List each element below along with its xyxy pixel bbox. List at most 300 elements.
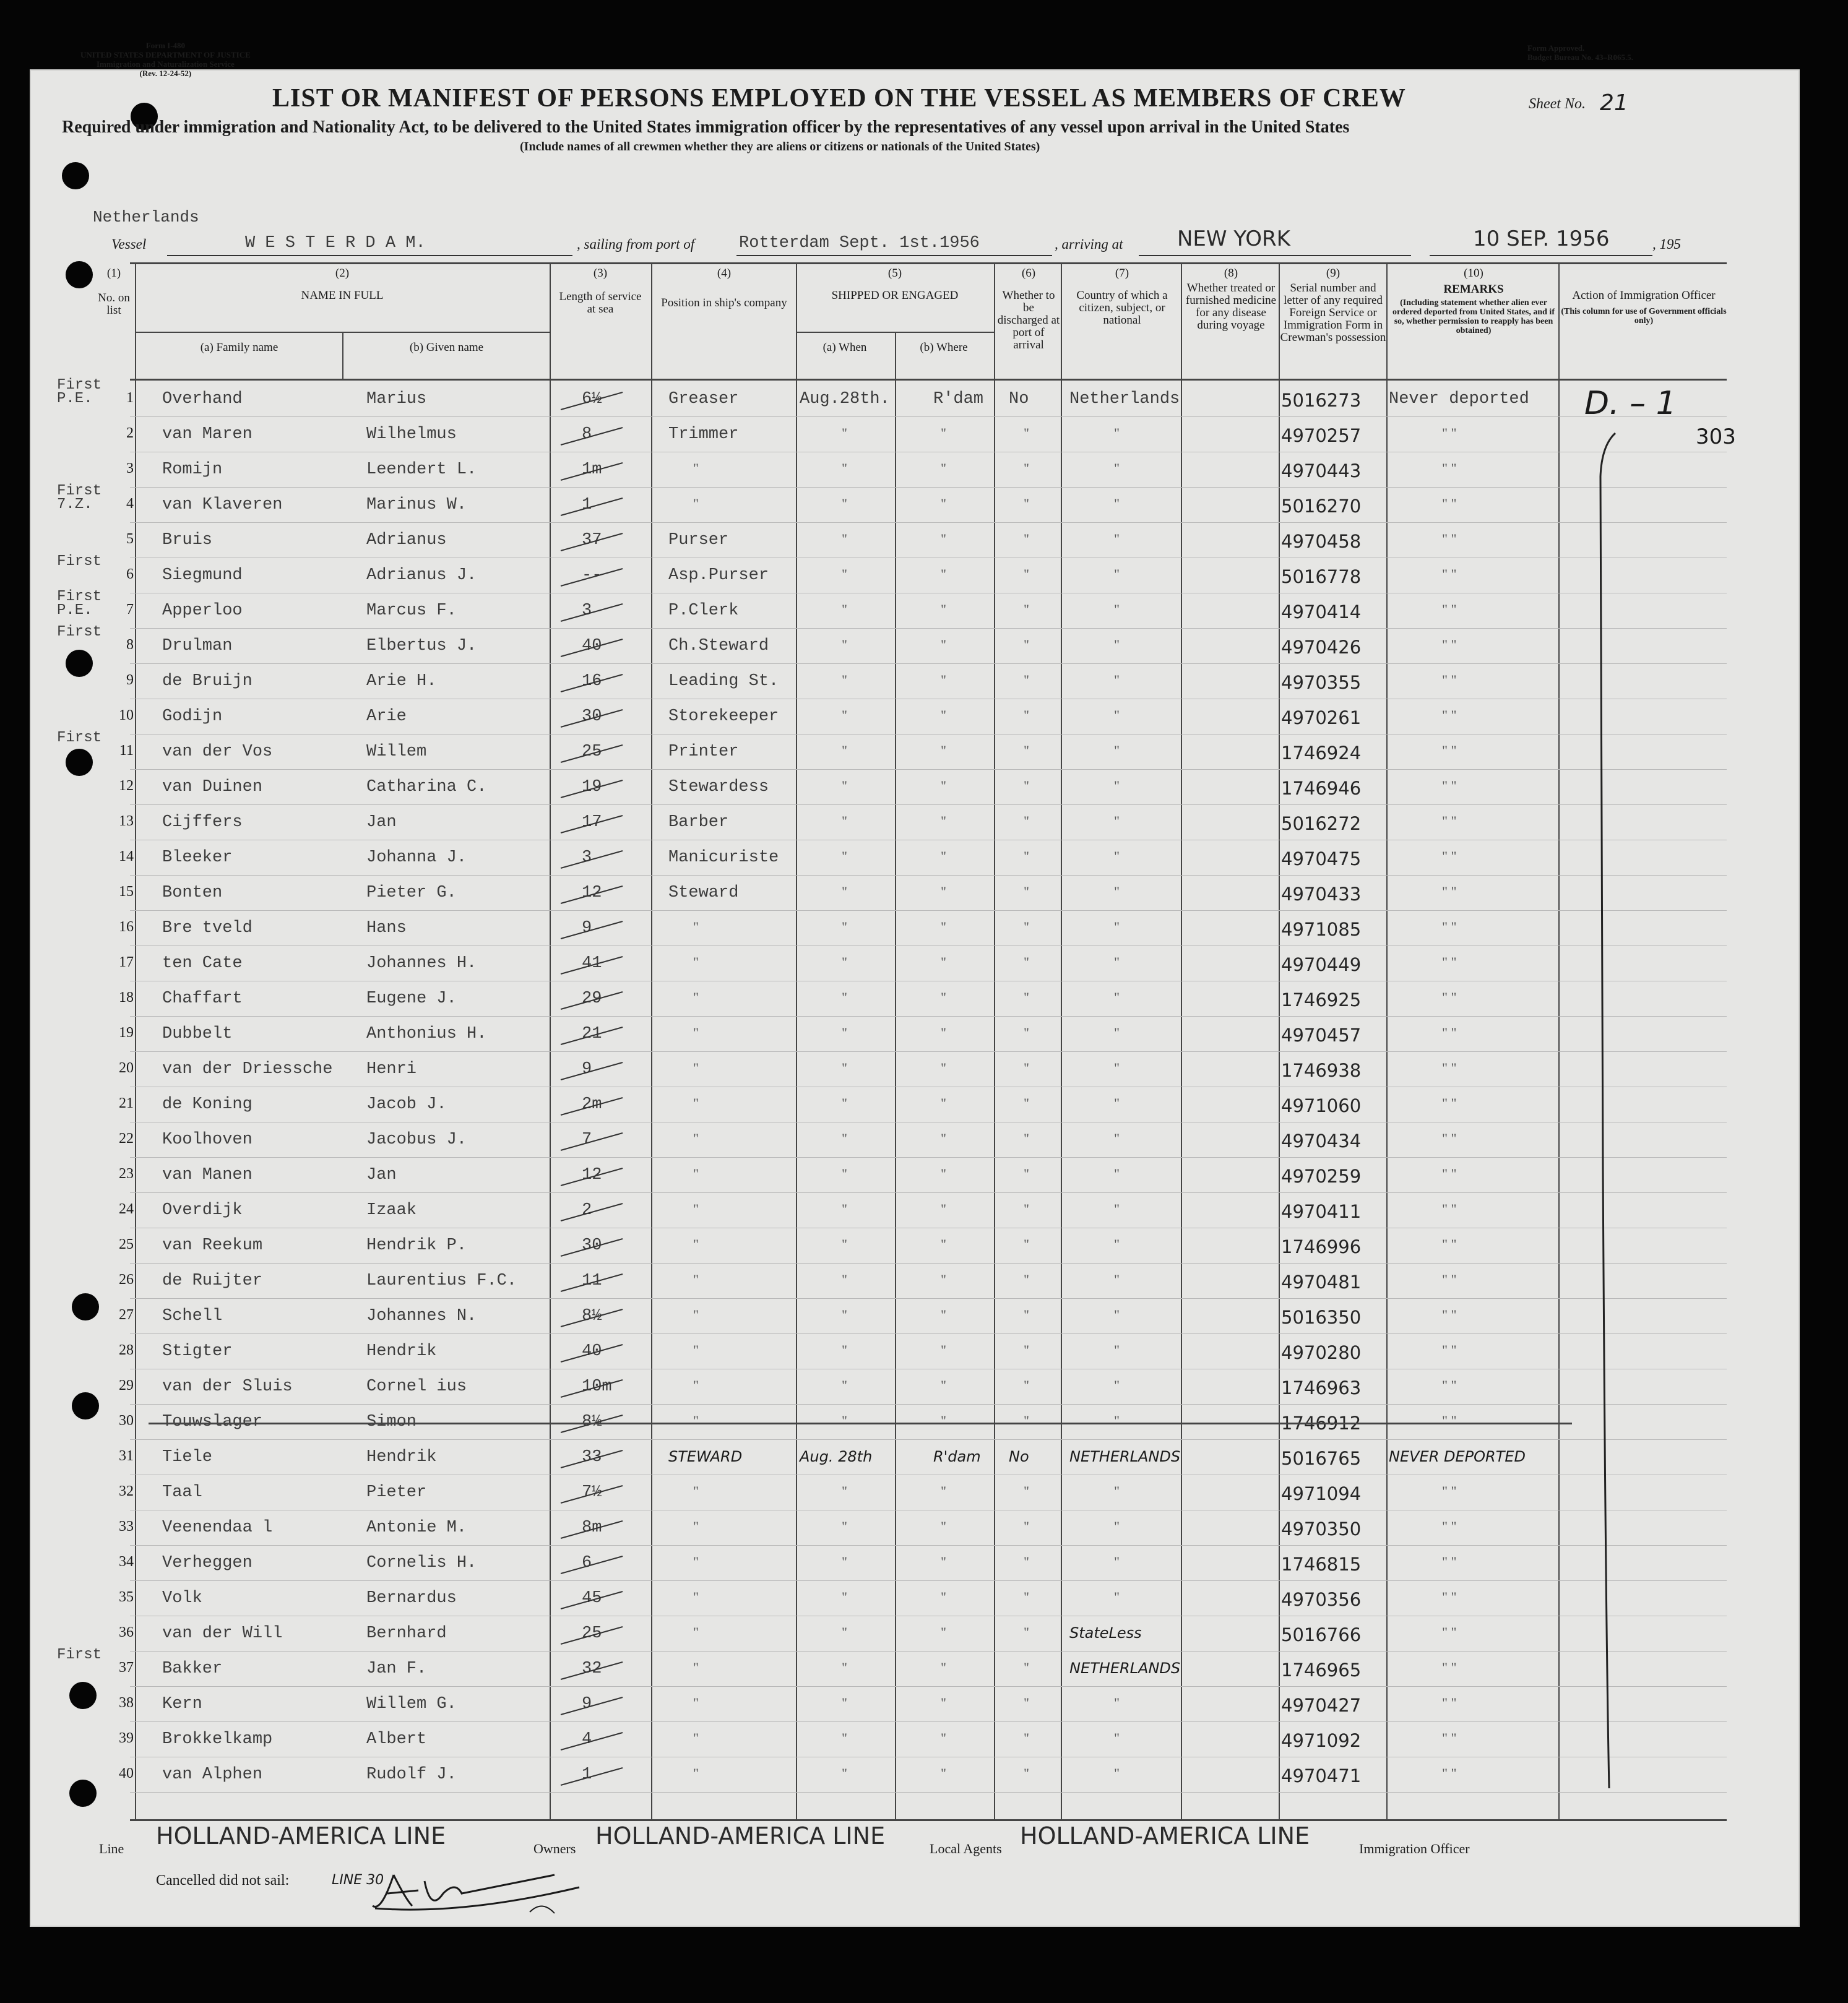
row-number: 2 bbox=[126, 425, 134, 441]
shipped-where: " bbox=[941, 1695, 946, 1710]
discharged: " bbox=[1024, 989, 1029, 1005]
margin-note: First bbox=[57, 1647, 102, 1663]
family-name: van Klaveren bbox=[162, 496, 283, 514]
discharged: " bbox=[1024, 672, 1029, 687]
header-col11: Action of Immigration Officer (This column for use of Government officials only) bbox=[1561, 289, 1727, 325]
length-of-service: 8 bbox=[582, 425, 592, 444]
position: " bbox=[693, 1307, 699, 1322]
length-tick-mark bbox=[555, 1270, 629, 1295]
shipped-where: " bbox=[941, 954, 946, 970]
length-of-service: 3 bbox=[582, 601, 592, 620]
position: Asp.Purser bbox=[668, 566, 769, 585]
shipped-when: Aug. 28th bbox=[800, 1448, 873, 1465]
position: Leading St. bbox=[668, 672, 779, 691]
length-of-service: 12 bbox=[582, 1166, 602, 1184]
country: " bbox=[1114, 637, 1120, 652]
margin-note: First bbox=[57, 730, 102, 746]
row-rule bbox=[130, 1298, 1727, 1299]
shipped-when: Aug.28th. bbox=[800, 390, 890, 408]
shipped-where: " bbox=[941, 919, 946, 934]
shipped-when: " bbox=[842, 1131, 847, 1146]
serial-number: 4971094 bbox=[1281, 1483, 1362, 1504]
position: " bbox=[693, 1554, 699, 1569]
position: " bbox=[693, 1624, 699, 1640]
shipped-where: " bbox=[941, 1413, 946, 1428]
position: " bbox=[693, 1166, 699, 1181]
remarks: " " bbox=[1442, 743, 1457, 758]
position: Steward bbox=[668, 884, 739, 902]
family-name: de Bruijn bbox=[162, 672, 253, 691]
country: " bbox=[1114, 1765, 1120, 1781]
country: " bbox=[1114, 496, 1120, 511]
page-title: LIST OR MANIFEST OF PERSONS EMPLOYED ON THE VESSEL AS MEMBERS OF CREW bbox=[272, 84, 1406, 113]
row-number: 11 bbox=[119, 743, 134, 759]
country: " bbox=[1114, 1413, 1120, 1428]
shipped-when: " bbox=[842, 707, 847, 723]
length-of-service: 21 bbox=[582, 1025, 602, 1043]
position: " bbox=[693, 1483, 699, 1499]
remarks: " " bbox=[1442, 919, 1457, 934]
serial-number: 4970411 bbox=[1281, 1201, 1362, 1222]
remarks: Never deported bbox=[1389, 390, 1529, 408]
family-name: van der Sluis bbox=[162, 1377, 293, 1396]
serial-number: 5016778 bbox=[1281, 566, 1362, 587]
arrival-date: 10 SEP. 1956 bbox=[1473, 226, 1610, 251]
discharged: " bbox=[1024, 460, 1029, 476]
punch-hole bbox=[72, 1392, 99, 1419]
shipped-when: " bbox=[842, 1201, 847, 1217]
given-name: Jan F. bbox=[366, 1660, 427, 1678]
shipped-where: " bbox=[941, 672, 946, 687]
family-name: Taal bbox=[162, 1483, 202, 1502]
shipped-where: " bbox=[941, 707, 946, 723]
row-number: 15 bbox=[119, 884, 134, 900]
shipped-when: " bbox=[842, 743, 847, 758]
row-rule bbox=[130, 416, 1727, 417]
length-tick-mark bbox=[555, 1341, 629, 1366]
given-name: Johannes H. bbox=[366, 954, 477, 973]
length-tick-mark bbox=[555, 741, 629, 766]
row-number: 10 bbox=[119, 707, 134, 723]
serial-number: 4970280 bbox=[1281, 1342, 1362, 1363]
shipped-when: " bbox=[842, 1413, 847, 1428]
length-of-service: 4 bbox=[582, 1730, 592, 1749]
row-rule bbox=[130, 875, 1727, 876]
length-of-service: 17 bbox=[582, 813, 602, 832]
strike-through-line bbox=[149, 1423, 1572, 1424]
length-tick-mark bbox=[555, 1482, 629, 1507]
length-tick-mark bbox=[555, 671, 629, 696]
serial-number: 4970433 bbox=[1281, 884, 1362, 905]
position: STEWARD bbox=[668, 1448, 743, 1465]
family-name: Volk bbox=[162, 1589, 202, 1608]
discharged: " bbox=[1024, 1307, 1029, 1322]
family-name: Brokkelkamp bbox=[162, 1730, 273, 1749]
shipped-where: " bbox=[941, 1131, 946, 1146]
discharged: " bbox=[1024, 1554, 1029, 1569]
shipped-where: " bbox=[941, 1201, 946, 1217]
country: " bbox=[1114, 743, 1120, 758]
country: " bbox=[1114, 531, 1120, 546]
family-name: Verheggen bbox=[162, 1554, 253, 1572]
length-of-service: 37 bbox=[582, 531, 602, 549]
serial-number: 4970458 bbox=[1281, 531, 1362, 552]
row-number: 26 bbox=[119, 1272, 134, 1288]
family-name: van Reekum bbox=[162, 1236, 263, 1255]
row-number: 37 bbox=[119, 1660, 134, 1676]
length-tick-mark bbox=[555, 1165, 629, 1189]
country: " bbox=[1114, 1730, 1120, 1746]
footer-line-label: Line bbox=[99, 1841, 124, 1856]
length-tick-mark bbox=[555, 1517, 629, 1542]
length-of-service: 33 bbox=[582, 1448, 602, 1467]
shipped-where: " bbox=[941, 460, 946, 476]
length-tick-mark bbox=[555, 1658, 629, 1683]
family-name: Overdijk bbox=[162, 1201, 243, 1220]
remarks: " " bbox=[1442, 566, 1457, 582]
family-name: de Koning bbox=[162, 1095, 253, 1114]
discharged: " bbox=[1024, 778, 1029, 793]
serial-number: 4970350 bbox=[1281, 1518, 1362, 1540]
country: " bbox=[1114, 1483, 1120, 1499]
row-number: 28 bbox=[119, 1342, 134, 1358]
family-name: Kern bbox=[162, 1695, 202, 1713]
position: " bbox=[693, 1131, 699, 1146]
discharged: " bbox=[1024, 1413, 1029, 1428]
length-tick-mark bbox=[555, 494, 629, 519]
given-name: Willem G. bbox=[366, 1695, 457, 1713]
shipped-where: " bbox=[941, 1060, 946, 1075]
family-name: Dubbelt bbox=[162, 1025, 233, 1043]
row-rule bbox=[130, 1016, 1727, 1017]
row-number: 22 bbox=[119, 1131, 134, 1147]
length-of-service: 2m bbox=[582, 1095, 602, 1114]
shipped-when: " bbox=[842, 1377, 847, 1393]
serial-number: 4970427 bbox=[1281, 1695, 1362, 1716]
length-tick-mark bbox=[555, 882, 629, 907]
country: " bbox=[1114, 1342, 1120, 1358]
family-name: Cijffers bbox=[162, 813, 243, 832]
row-rule bbox=[130, 1333, 1727, 1334]
row-rule bbox=[130, 1439, 1727, 1440]
position: " bbox=[693, 1342, 699, 1358]
position: " bbox=[693, 1413, 699, 1428]
given-name: Izaak bbox=[366, 1201, 417, 1220]
position: Greaser bbox=[668, 390, 739, 408]
discharged: " bbox=[1024, 1166, 1029, 1181]
length-tick-mark bbox=[555, 777, 629, 801]
punch-hole bbox=[66, 261, 93, 288]
given-name: Pieter bbox=[366, 1483, 427, 1502]
shipped-when: " bbox=[842, 919, 847, 934]
row-number: 14 bbox=[119, 848, 134, 864]
discharged: " bbox=[1024, 1624, 1029, 1640]
length-tick-mark bbox=[555, 1235, 629, 1260]
position: Stewardess bbox=[668, 778, 769, 796]
discharged: " bbox=[1024, 1730, 1029, 1746]
position: " bbox=[693, 1377, 699, 1393]
shipped-when: " bbox=[842, 425, 847, 441]
length-of-service: 6½ bbox=[582, 390, 602, 408]
family-name: Bonten bbox=[162, 884, 223, 902]
sheet-label: Sheet No. bbox=[1529, 96, 1586, 112]
serial-number: 5016273 bbox=[1281, 390, 1362, 411]
country: " bbox=[1114, 813, 1120, 829]
given-name: Catharina C. bbox=[366, 778, 487, 796]
remarks: " " bbox=[1442, 1589, 1457, 1605]
country: " bbox=[1114, 989, 1120, 1005]
family-name: Bruis bbox=[162, 531, 213, 549]
country: " bbox=[1114, 1060, 1120, 1075]
position: " bbox=[693, 919, 699, 934]
shipped-where: " bbox=[941, 1730, 946, 1746]
length-of-service: 3 bbox=[582, 848, 592, 867]
position: P.Clerk bbox=[668, 601, 739, 620]
position: " bbox=[693, 1025, 699, 1040]
country: " bbox=[1114, 1518, 1120, 1534]
shipped-where: " bbox=[941, 1342, 946, 1358]
country: " bbox=[1114, 1166, 1120, 1181]
serial-number: 5016270 bbox=[1281, 496, 1362, 517]
shipped-when: " bbox=[842, 1166, 847, 1181]
position: " bbox=[693, 1695, 699, 1710]
form-identifier: Form I-480 UNITED STATES DEPARTMENT OF JUSTICE Immigration and Naturalization Service (Rev. 12-24-52) bbox=[80, 41, 251, 78]
row-number: 13 bbox=[119, 813, 134, 829]
sailing-label: , sailing from port of bbox=[577, 236, 695, 252]
position: Printer bbox=[668, 743, 739, 761]
shipped-when: " bbox=[842, 566, 847, 582]
remarks: " " bbox=[1442, 848, 1457, 864]
shipped-when: " bbox=[842, 1025, 847, 1040]
length-of-service: 6 bbox=[582, 1554, 592, 1572]
position: " bbox=[693, 1730, 699, 1746]
shipped-when: " bbox=[842, 954, 847, 970]
shipped-where: " bbox=[941, 743, 946, 758]
family-name: Overhand bbox=[162, 390, 243, 408]
remarks: " " bbox=[1442, 1730, 1457, 1746]
discharged: " bbox=[1024, 707, 1029, 723]
discharged: No bbox=[1009, 390, 1029, 408]
discharged: No bbox=[1009, 1448, 1029, 1465]
given-name: Marinus W. bbox=[366, 496, 467, 514]
serial-number: 4971060 bbox=[1281, 1095, 1362, 1116]
row-number: 6 bbox=[126, 566, 134, 582]
country: " bbox=[1114, 460, 1120, 476]
shipped-when: " bbox=[842, 460, 847, 476]
discharged: " bbox=[1024, 848, 1029, 864]
remarks: " " bbox=[1442, 884, 1457, 899]
discharged: " bbox=[1024, 1765, 1029, 1781]
shipped-where: " bbox=[941, 1025, 946, 1040]
family-name: Touwslager bbox=[162, 1413, 263, 1431]
given-name: Bernhard bbox=[366, 1624, 447, 1643]
discharged: " bbox=[1024, 601, 1029, 617]
family-name: Bakker bbox=[162, 1660, 223, 1678]
discharged: " bbox=[1024, 1342, 1029, 1358]
country: " bbox=[1114, 884, 1120, 899]
row-rule bbox=[130, 1792, 1727, 1793]
row-rule bbox=[130, 1157, 1727, 1158]
country: " bbox=[1114, 954, 1120, 970]
discharged: " bbox=[1024, 954, 1029, 970]
length-tick-mark bbox=[555, 1023, 629, 1048]
form-approval: Form Approved. Budget Bureau No. 43–R065.5. bbox=[1527, 43, 1633, 62]
length-of-service: 25 bbox=[582, 743, 602, 761]
length-of-service: 8½ bbox=[582, 1307, 602, 1325]
shipped-when: " bbox=[842, 778, 847, 793]
given-name: Hendrik bbox=[366, 1342, 437, 1361]
remarks: " " bbox=[1442, 1554, 1457, 1569]
remarks: " " bbox=[1442, 989, 1457, 1005]
serial-number: 4970426 bbox=[1281, 637, 1362, 658]
given-name: Johanna J. bbox=[366, 848, 467, 867]
country: " bbox=[1114, 1236, 1120, 1252]
given-name: Anthonius H. bbox=[366, 1025, 487, 1043]
given-name: Laurentius F.C. bbox=[366, 1272, 517, 1290]
country: " bbox=[1114, 1201, 1120, 1217]
remarks: " " bbox=[1442, 954, 1457, 970]
given-name: Wilhelmus bbox=[366, 425, 457, 444]
row-number: 31 bbox=[119, 1448, 134, 1464]
given-name: Pieter G. bbox=[366, 884, 457, 902]
row-rule bbox=[130, 1545, 1727, 1546]
shipped-where: " bbox=[941, 1307, 946, 1322]
header-col5: (5) SHIPPED OR ENGAGED bbox=[831, 267, 959, 302]
serial-number: 4970355 bbox=[1281, 672, 1362, 693]
length-tick-mark bbox=[555, 530, 629, 554]
position: Ch.Steward bbox=[668, 637, 769, 655]
given-name: Jan bbox=[366, 1166, 397, 1184]
officer-action-number: 303 bbox=[1696, 424, 1736, 449]
shipped-when: " bbox=[842, 884, 847, 899]
sheet-number: 21 bbox=[1600, 90, 1628, 116]
serial-number: 4970449 bbox=[1281, 954, 1362, 975]
shipped-where: " bbox=[941, 1272, 946, 1287]
discharged: " bbox=[1024, 531, 1029, 546]
position: " bbox=[693, 1765, 699, 1781]
serial-number: 4970261 bbox=[1281, 707, 1362, 728]
shipped-where: R'dam bbox=[933, 1448, 981, 1465]
margin-note: First bbox=[57, 624, 102, 640]
shipped-where: " bbox=[941, 989, 946, 1005]
country: Netherlands bbox=[1069, 390, 1180, 408]
shipped-when: " bbox=[842, 1060, 847, 1075]
serial-number: 4970471 bbox=[1281, 1765, 1362, 1786]
length-of-service: 7½ bbox=[582, 1483, 602, 1502]
row-rule bbox=[130, 769, 1727, 770]
shipped-when: " bbox=[842, 1589, 847, 1605]
remarks: " " bbox=[1442, 601, 1457, 617]
serial-number: 1746963 bbox=[1281, 1377, 1362, 1398]
position: " bbox=[693, 1236, 699, 1252]
length-tick-mark bbox=[555, 424, 629, 449]
serial-number: 4970434 bbox=[1281, 1131, 1362, 1152]
given-name: Eugene J. bbox=[366, 989, 457, 1008]
footer-owners-value: HOLLAND-AMERICA LINE bbox=[595, 1822, 886, 1850]
row-number: 23 bbox=[119, 1166, 134, 1182]
given-name: Hendrik bbox=[366, 1448, 437, 1467]
shipped-where: " bbox=[941, 1095, 946, 1111]
shipped-where: " bbox=[941, 425, 946, 441]
remarks: " " bbox=[1442, 1413, 1457, 1428]
shipped-when: " bbox=[842, 672, 847, 687]
length-of-service: 40 bbox=[582, 637, 602, 655]
shipped-when: " bbox=[842, 1554, 847, 1569]
family-name: van Maren bbox=[162, 425, 253, 444]
length-tick-mark bbox=[555, 988, 629, 1013]
length-tick-mark bbox=[555, 1447, 629, 1471]
family-name: Veenendaa l bbox=[162, 1518, 273, 1537]
family-name: van der Will bbox=[162, 1624, 283, 1643]
length-tick-mark bbox=[555, 1059, 629, 1083]
shipped-where: " bbox=[941, 1589, 946, 1605]
discharged: " bbox=[1024, 1131, 1029, 1146]
country: " bbox=[1114, 1377, 1120, 1393]
given-name: Hendrik P. bbox=[366, 1236, 467, 1255]
remarks: " " bbox=[1442, 1095, 1457, 1111]
punch-hole bbox=[66, 749, 93, 776]
row-number: 39 bbox=[119, 1730, 134, 1746]
family-name: Siegmund bbox=[162, 566, 243, 585]
length-tick-mark bbox=[555, 1553, 629, 1577]
row-number: 38 bbox=[119, 1695, 134, 1711]
position: " bbox=[693, 1201, 699, 1217]
given-name: Henri bbox=[366, 1060, 417, 1079]
margin-note: First P.E. bbox=[57, 377, 102, 407]
remarks: " " bbox=[1442, 425, 1457, 441]
row-number: 20 bbox=[119, 1060, 134, 1076]
header-col10: (10) REMARKS (Including statement whether alien ever ordered deported from United States, and if so, whether permission to reapply has been obtained) bbox=[1392, 267, 1555, 335]
remarks: " " bbox=[1442, 778, 1457, 793]
given-name: Cornel ius bbox=[366, 1377, 467, 1396]
position: " bbox=[693, 1518, 699, 1534]
shipped-where: " bbox=[941, 1166, 946, 1181]
given-name: Leendert L. bbox=[366, 460, 477, 479]
discharged: " bbox=[1024, 637, 1029, 652]
length-of-service: 11 bbox=[582, 1272, 602, 1290]
length-of-service: 45 bbox=[582, 1589, 602, 1608]
remarks: " " bbox=[1442, 1660, 1457, 1675]
serial-number: 1746912 bbox=[1281, 1413, 1362, 1434]
family-name: van Alphen bbox=[162, 1765, 263, 1784]
remarks: " " bbox=[1442, 813, 1457, 829]
discharged: " bbox=[1024, 813, 1029, 829]
row-rule bbox=[130, 1686, 1727, 1687]
given-name: Adrianus J. bbox=[366, 566, 477, 585]
discharged: " bbox=[1024, 919, 1029, 934]
length-of-service: 9 bbox=[582, 1695, 592, 1713]
row-number: 3 bbox=[126, 460, 134, 476]
family-name: van der Driessche bbox=[162, 1060, 333, 1079]
given-name: Bernardus bbox=[366, 1589, 457, 1608]
shipped-where: R'dam bbox=[933, 390, 984, 408]
row-number: 12 bbox=[119, 778, 134, 794]
position: Purser bbox=[668, 531, 729, 549]
row-number: 4 bbox=[126, 496, 134, 512]
include-text: (Include names of all crewmen whether they are aliens or citizens or nationals of the United States) bbox=[520, 140, 1040, 153]
row-number: 9 bbox=[126, 672, 134, 688]
family-name: Koolhoven bbox=[162, 1131, 253, 1149]
serial-number: 1746815 bbox=[1281, 1554, 1362, 1575]
discharged: " bbox=[1024, 1236, 1029, 1252]
country: " bbox=[1114, 1131, 1120, 1146]
serial-number: 1746938 bbox=[1281, 1060, 1362, 1081]
remarks: " " bbox=[1442, 707, 1457, 723]
family-name: Godijn bbox=[162, 707, 223, 726]
vessel-name: W E S T E R D A M. bbox=[245, 234, 426, 252]
length-of-service: 41 bbox=[582, 954, 602, 973]
shipped-when: " bbox=[842, 601, 847, 617]
